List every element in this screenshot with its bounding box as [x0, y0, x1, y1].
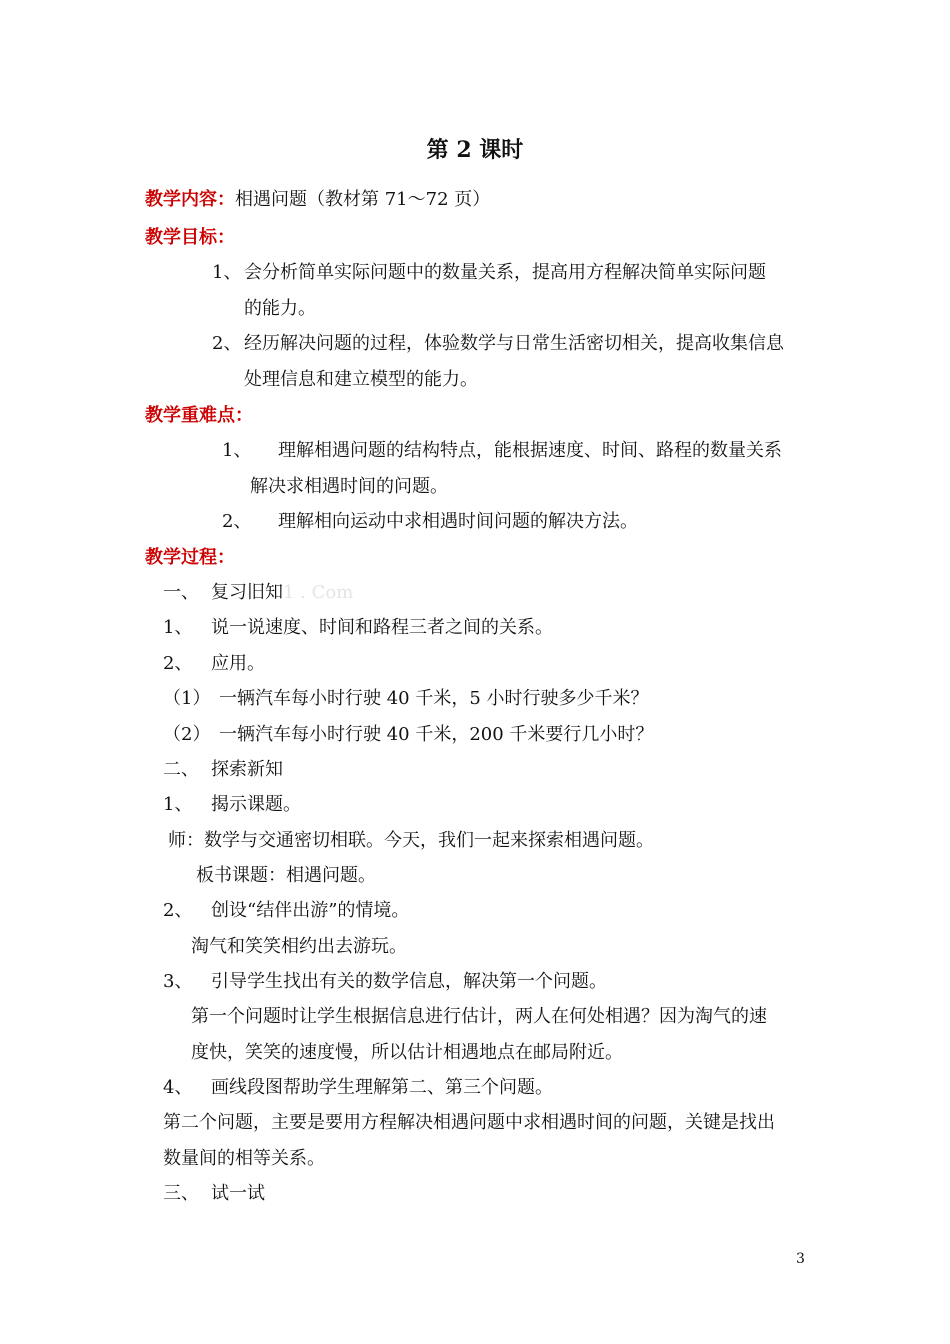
section-3-number: 三、: [163, 1183, 199, 1204]
lesson-title: 第 2 课时: [426, 137, 524, 163]
goal-1-text-cont: 的能力。: [244, 298, 316, 319]
teacher-line: 师：数学与交通密切相联。今天，我们一起来探索相遇问题。: [168, 830, 654, 851]
key-point-1-text: 理解相遇问题的结构特点，能根据速度、时间、路程的数量关系: [278, 440, 782, 461]
section-3-title: 试一试: [211, 1183, 265, 1204]
section-1-number: 一、: [163, 582, 199, 603]
section-2: [163, 758, 283, 782]
section-1-item-1-number: 1、: [163, 617, 193, 638]
goal-2-number: 2、: [212, 333, 242, 354]
question-1-number: （1）: [163, 688, 211, 709]
key-point-2-number: 2、: [222, 511, 252, 532]
goal-item-2: [212, 332, 784, 356]
section-1-item-2-number: 2、: [163, 653, 193, 674]
question-1: [163, 687, 649, 711]
goal-2-text-cont: 处理信息和建立模型的能力。: [244, 369, 478, 390]
section-1-item-2: [163, 652, 265, 676]
watermark-text: 1 . Com: [283, 582, 354, 603]
goal-2-text: 经历解决问题的过程，体验数学与日常生活密切相关，提高收集信息: [244, 333, 784, 354]
key-points-label: 教学重难点：: [145, 405, 253, 426]
section-2-item-1: [163, 793, 301, 817]
section-2-item-3-text: 引导学生找出有关的数学信息，解决第一个问题。: [211, 971, 607, 992]
question-2-text: 一辆汽车每小时行驶 40 千米，200 千米要行几小时？: [219, 724, 654, 745]
key-point-item-1: [222, 439, 782, 463]
section-2-title: 探索新知: [211, 759, 283, 780]
estimate-paragraph-line-1: 第一个问题时让学生根据信息进行估计，两人在何处相遇？因为淘气的速: [191, 1006, 767, 1027]
section-3: [163, 1182, 265, 1206]
section-1-item-1-text: 说一说速度、时间和路程三者之间的关系。: [211, 617, 553, 638]
key-point-1-text-cont: 解决求相遇时间的问题。: [250, 476, 448, 497]
section-1: [163, 581, 353, 605]
board-title-line: 板书课题：相遇问题。: [196, 865, 376, 886]
key-point-1-number: 1、: [222, 440, 252, 461]
section-1-item-1: [163, 616, 553, 640]
section-2-number: 二、: [163, 759, 199, 780]
question-2: [163, 723, 653, 747]
content-row: [145, 188, 490, 212]
section-2-item-4-number: 4、: [163, 1077, 193, 1098]
equation-paragraph-line-1: 第二个问题，主要是要用方程解决相遇问题中求相遇时间的问题，关键是找出: [163, 1112, 775, 1133]
section-2-item-4-text: 画线段图帮助学生理解第二、第三个问题。: [211, 1077, 553, 1098]
estimate-paragraph-line-2: 度快，笑笑的速度慢，所以估计相遇地点在邮局附近。: [191, 1042, 623, 1063]
section-2-item-4: [163, 1076, 553, 1100]
section-2-item-2-text: 创设“结伴出游”的情境。: [211, 900, 410, 921]
section-1-item-2-text: 应用。: [211, 653, 265, 674]
content-label: 教学内容：: [145, 189, 235, 210]
section-2-item-3: [163, 970, 607, 994]
goals-label: 教学目标：: [145, 227, 235, 248]
section-2-item-2: [163, 899, 409, 923]
section-2-item-2-number: 2、: [163, 900, 193, 921]
key-point-item-2: [222, 510, 638, 534]
section-2-item-1-text: 揭示课题。: [211, 794, 301, 815]
section-2-item-1-number: 1、: [163, 794, 193, 815]
question-1-text: 一辆汽车每小时行驶 40 千米，5 小时行驶多少千米？: [219, 688, 649, 709]
question-2-number: （2）: [163, 724, 211, 745]
goal-item-1: [212, 261, 766, 285]
section-1-title: 复习旧知: [211, 582, 283, 603]
scenario-line: 淘气和笑笑相约出去游玩。: [191, 936, 407, 957]
equation-paragraph-line-2: 数量间的相等关系。: [163, 1148, 325, 1169]
goal-1-text: 会分析简单实际问题中的数量关系，提高用方程解决简单实际问题: [244, 262, 766, 283]
process-label: 教学过程：: [145, 547, 235, 568]
key-point-2-text: 理解相向运动中求相遇时间问题的解决方法。: [278, 511, 638, 532]
section-2-item-3-number: 3、: [163, 971, 193, 992]
content-text: 相遇问题（教材第 71～72 页）: [235, 189, 491, 210]
page-number: 3: [796, 1251, 805, 1267]
goal-1-number: 1、: [212, 262, 242, 283]
